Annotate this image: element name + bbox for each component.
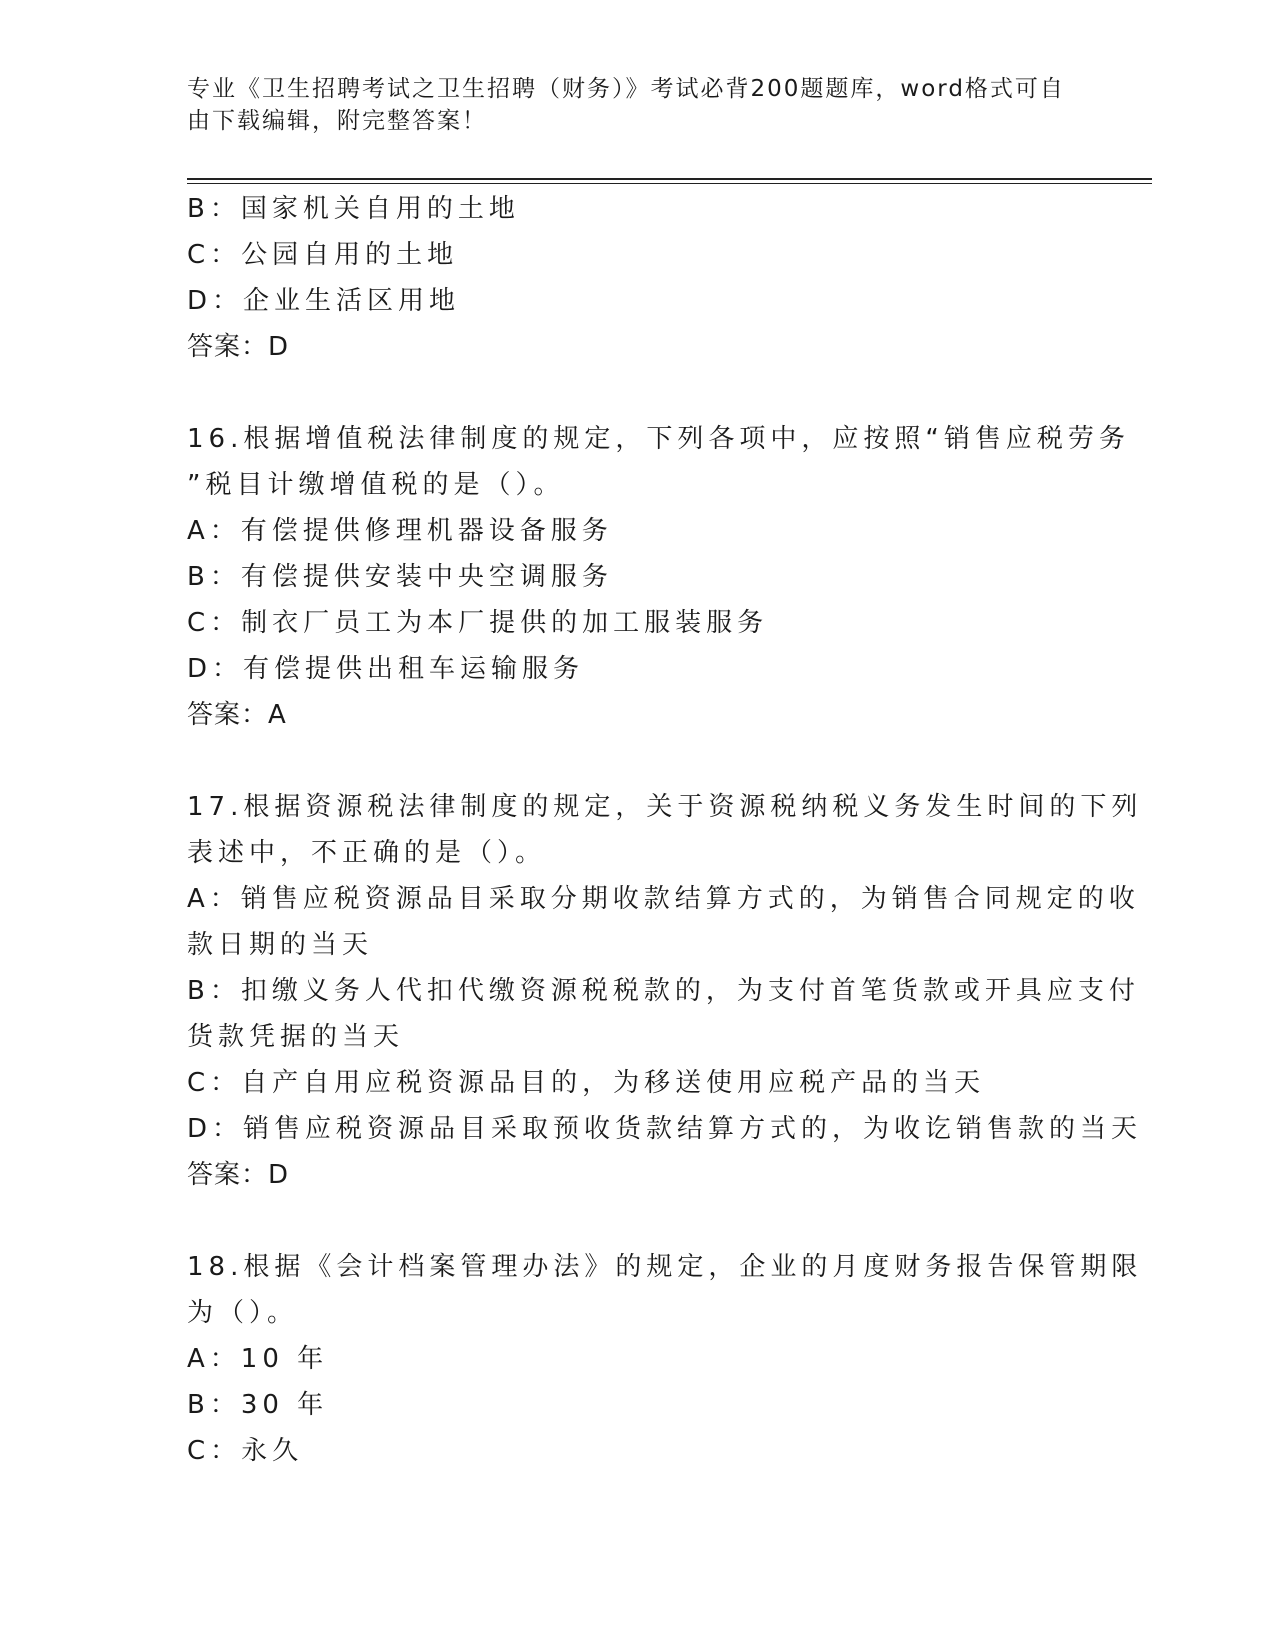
answer: 答案：A bbox=[187, 700, 287, 730]
option-a: A：有偿提供修理机器设备服务 bbox=[187, 516, 613, 546]
header-divider-thin bbox=[187, 183, 1152, 184]
option-b: B：30 年 bbox=[187, 1390, 329, 1420]
question-17 bbox=[187, 784, 1143, 1198]
header-line-2: 由下载编辑，附完整答案！ bbox=[187, 108, 487, 134]
spacer bbox=[187, 738, 1087, 784]
question-stem-cont: ”税目计缴增值税的是（）。 bbox=[187, 470, 565, 500]
question-list bbox=[187, 186, 1143, 1474]
document-header bbox=[187, 73, 1087, 137]
header-divider-thick bbox=[187, 178, 1152, 180]
option-a: A：销售应税资源品目采取分期收款结算方式的，为销售合同规定的收 bbox=[187, 884, 1140, 914]
option-c: C：公园自用的土地 bbox=[187, 240, 459, 270]
header-line-1: 专业《卫生招聘考试之卫生招聘（财务）》考试必背200题题库，word格式可自 bbox=[187, 76, 1065, 102]
option-b-cont: 货款凭据的当天 bbox=[187, 1022, 405, 1052]
option-b: B：有偿提供安装中央空调服务 bbox=[187, 562, 613, 592]
spacer bbox=[187, 370, 1087, 416]
option-b: B：扣缴义务人代扣代缴资源税税款的，为支付首笔货款或开具应支付 bbox=[187, 976, 1140, 1006]
answer: 答案：D bbox=[187, 1160, 290, 1190]
option-c: C：制衣厂员工为本厂提供的加工服装服务 bbox=[187, 608, 769, 638]
question-stem: 17.根据资源税法律制度的规定，关于资源税纳税义务发生时间的下列 bbox=[187, 792, 1143, 822]
question-stem-cont: 表述中，不正确的是（）。 bbox=[187, 838, 547, 868]
answer: 答案：D bbox=[187, 332, 290, 362]
option-b: B：国家机关自用的土地 bbox=[187, 194, 520, 224]
option-c: C：永久 bbox=[187, 1436, 304, 1466]
question-stem-cont: 为（）。 bbox=[187, 1298, 299, 1328]
option-d: D：销售应税资源品目采取预收货款结算方式的，为收讫销售款的当天 bbox=[187, 1114, 1143, 1144]
question-18 bbox=[187, 1244, 1143, 1474]
option-c: C：自产自用应税资源品目的，为移送使用应税产品的当天 bbox=[187, 1068, 986, 1098]
option-a: A：10 年 bbox=[187, 1344, 329, 1374]
question-stem: 18.根据《会计档案管理办法》的规定，企业的月度财务报告保管期限 bbox=[187, 1252, 1143, 1282]
question-15-tail bbox=[187, 186, 1087, 370]
question-16 bbox=[187, 416, 1130, 738]
option-d: D：有偿提供出租车运输服务 bbox=[187, 654, 585, 684]
option-a-cont: 款日期的当天 bbox=[187, 930, 374, 960]
spacer bbox=[187, 1198, 1087, 1244]
question-stem: 16.根据增值税法律制度的规定，下列各项中，应按照“销售应税劳务 bbox=[187, 424, 1130, 454]
option-d: D：企业生活区用地 bbox=[187, 286, 461, 316]
